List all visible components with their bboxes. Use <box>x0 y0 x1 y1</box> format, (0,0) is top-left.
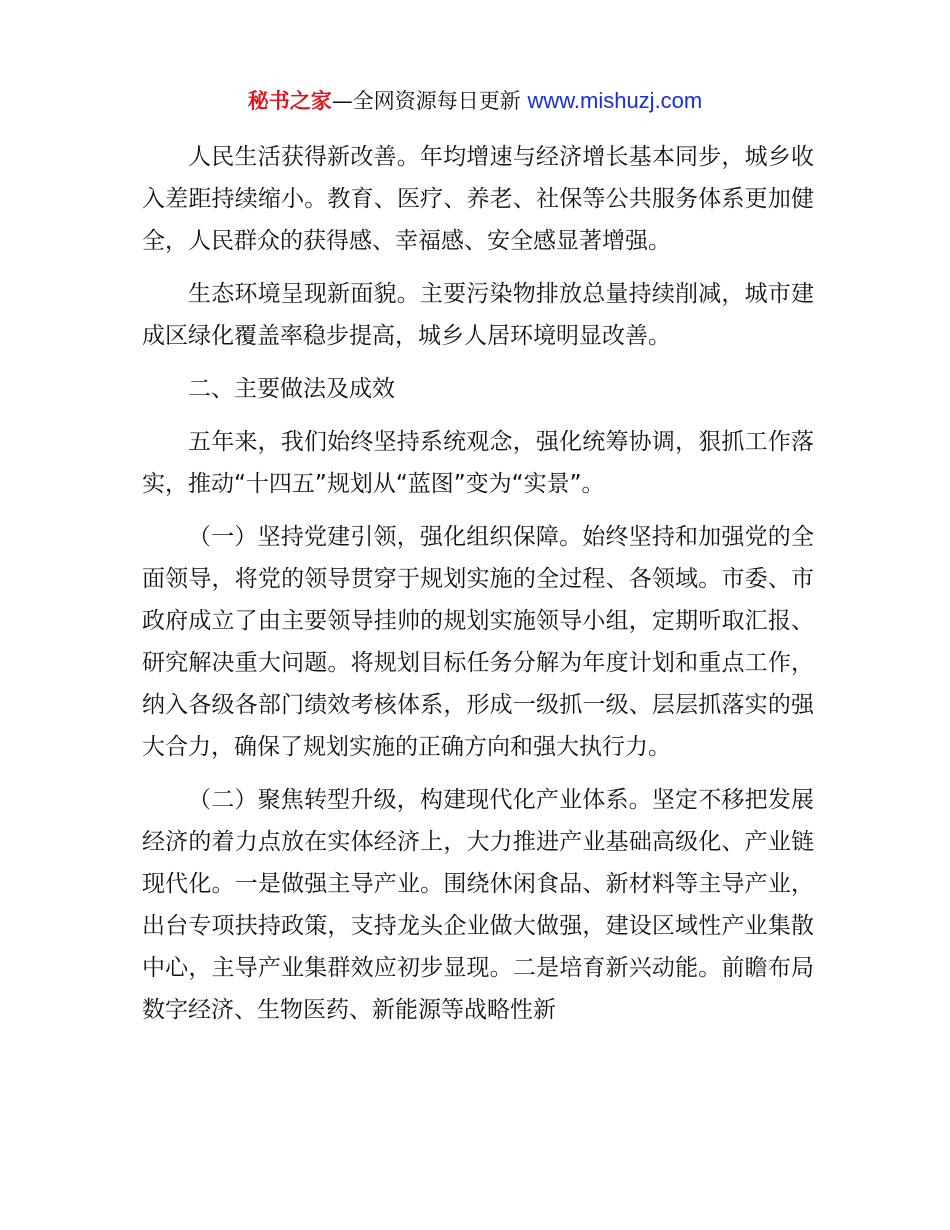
brand-name: 秘书之家 <box>247 89 332 113</box>
paragraph-livelihood: 人民生活获得新改善。年均增速与经济增长基本同步，城乡收入差距持续缩小。教育、医疗、养老、社保等公共服务体系更加健全，人民群众的获得感、幸福感、安全感显著增强。 <box>142 144 814 254</box>
site-url-link[interactable]: www.mishuzj.com <box>527 88 703 113</box>
header-tagline: —全网资源每日更新 <box>331 89 521 113</box>
section-heading: 二、主要做法及成效 <box>188 376 395 402</box>
paragraph-ecology: 生态环境呈现新面貌。主要污染物排放总量持续削减，城市建成区绿化覆盖率稳步提高，城乡人居环境明显改善。 <box>142 281 814 349</box>
paragraph-overview: 五年来，我们始终坚持系统观念，强化统筹协调，狠抓工作落实，推动“十四五”规划从“蓝图”变为“实景”。 <box>142 429 814 497</box>
page-header <box>0 86 950 116</box>
paragraph-party-leadership: （一）坚持党建引领，强化组织保障。始终坚持和加强党的全面领导，将党的领导贯穿于规划实施的全过程、各领域。市委、市政府成立了由主要领导挂帅的规划实施领导小组，定期听取汇报、研究解决重大问题。将规划目标任务分解为年度计划和重点工作，纳入各级各部门绩效考核体系，形成一级抓一级、层层抓落实的强大合力，确保了规划实施的正确方向和强大执行力。 <box>142 524 814 760</box>
document-body <box>142 136 814 1042</box>
paragraph-industry-upgrade: （二）聚焦转型升级，构建现代化产业体系。坚定不移把发展经济的着力点放在实体经济上，大力推进产业基础高级化、产业链现代化。一是做强主导产业。围绕休闲食品、新材料等主导产业，出台专项扶持政策，支持龙头企业做大做强，建设区域性产业集散中心，主导产业集群效应初步显现。二是培育新兴动能。前瞻布局数字经济、生物医药、新能源等战略性新 <box>142 787 814 1023</box>
